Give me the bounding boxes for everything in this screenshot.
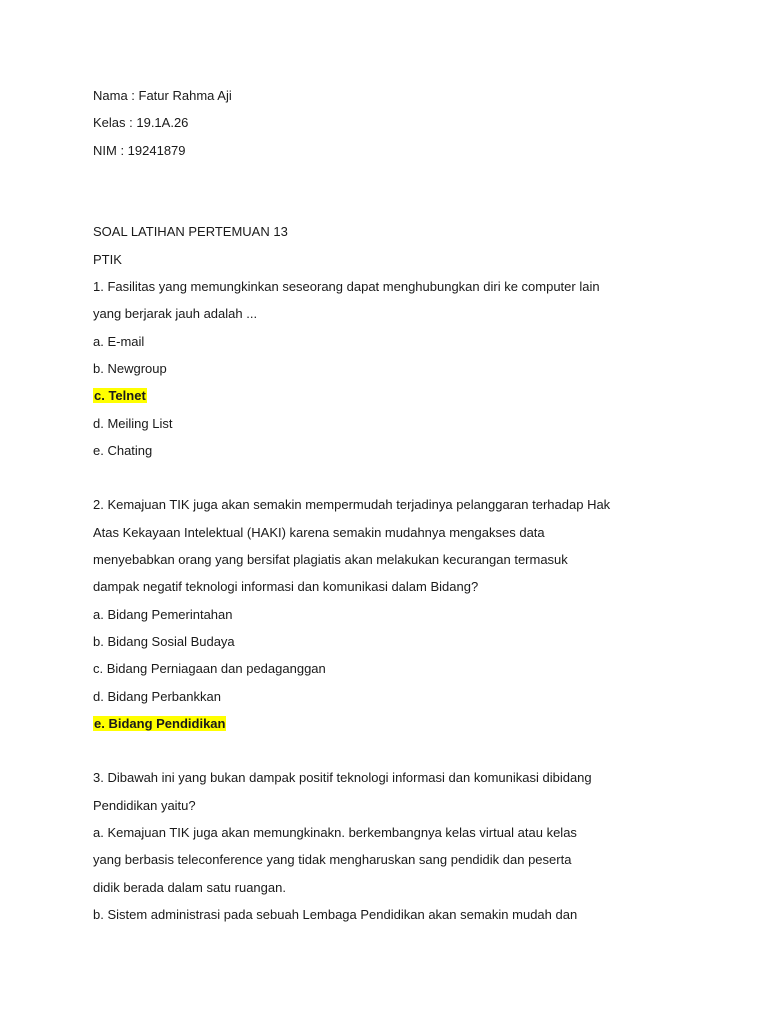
question-3-text: Pendidikan yaitu? [93,797,196,813]
question-3-option-a-cont: didik berada dalam satu ruangan. [93,879,286,895]
highlighted-answer: e. Bidang Pendidikan [94,715,226,731]
question-2-text: Atas Kekayaan Intelektual (HAKI) karena semakin mudahnya mengakses data [93,524,545,540]
student-nim: NIM : 19241879 [93,142,186,158]
question-2-option-d [93,683,653,710]
question-2-option-c [93,655,653,682]
option-label: c. Bidang Perniagaan dan pedaganggan [93,661,326,677]
option-label: b. Newgroup [93,360,167,376]
question-1-option-a [93,328,653,355]
question-1-text: 1. Fasilitas yang memungkinkan seseorang dapat menghubungkan diri ke computer lain [93,279,600,295]
question-1-option-b [93,355,653,382]
highlighted-answer: c. Telnet [94,388,146,404]
option-label: d. Meiling List [93,415,173,431]
question-3-text: 3. Dibawah ini yang bukan dampak positif teknologi informasi dan komunikasi dibidang [93,770,592,786]
option-label: e. Chating [93,442,153,458]
question-2-option-b [93,628,653,655]
question-2-text: menyebabkan orang yang bersifat plagiatis akan melakukan kecurangan termasuk [93,552,568,568]
question-2-option-e-answer [93,710,653,737]
student-name: Nama : Fatur Rahma Aji [93,88,232,103]
document-page [93,82,653,928]
question-3-option-a: a. Kemajuan TIK juga akan memungkinakn. berkembangnya kelas virtual atau kelas [93,825,577,841]
question-2-text: 2. Kemajuan TIK juga akan semakin mempermudah terjadinya pelanggaran terhadap Hak [93,497,611,513]
question-1-text: yang berjarak jauh adalah ... [93,306,258,322]
exercise-title: SOAL LATIHAN PERTEMUAN 13 [93,224,288,240]
student-class: Kelas : 19.1A.26 [93,115,189,131]
spacer [93,737,653,764]
spacer [93,164,653,219]
question-3-option-a-cont: yang berbasis teleconference yang tidak mengharuskan sang pendidik dan peserta [93,852,572,868]
option-label: b. Bidang Sosial Budaya [93,633,235,649]
question-1-option-e [93,437,653,464]
option-label: a. Bidang Pemerintahan [93,606,233,622]
question-1-option-d [93,410,653,437]
question-2-option-a [93,601,653,628]
subject-label: PTIK [93,251,122,267]
question-2-text: dampak negatif teknologi informasi dan komunikasi dalam Bidang? [93,579,479,595]
question-3-option-b: b. Sistem administrasi pada sebuah Lembaga Pendidikan akan semakin mudah dan [93,906,578,922]
option-label: a. E-mail [93,333,145,349]
question-1-option-c-answer [93,382,653,409]
spacer [93,464,653,491]
option-label: d. Bidang Perbankkan [93,688,221,704]
